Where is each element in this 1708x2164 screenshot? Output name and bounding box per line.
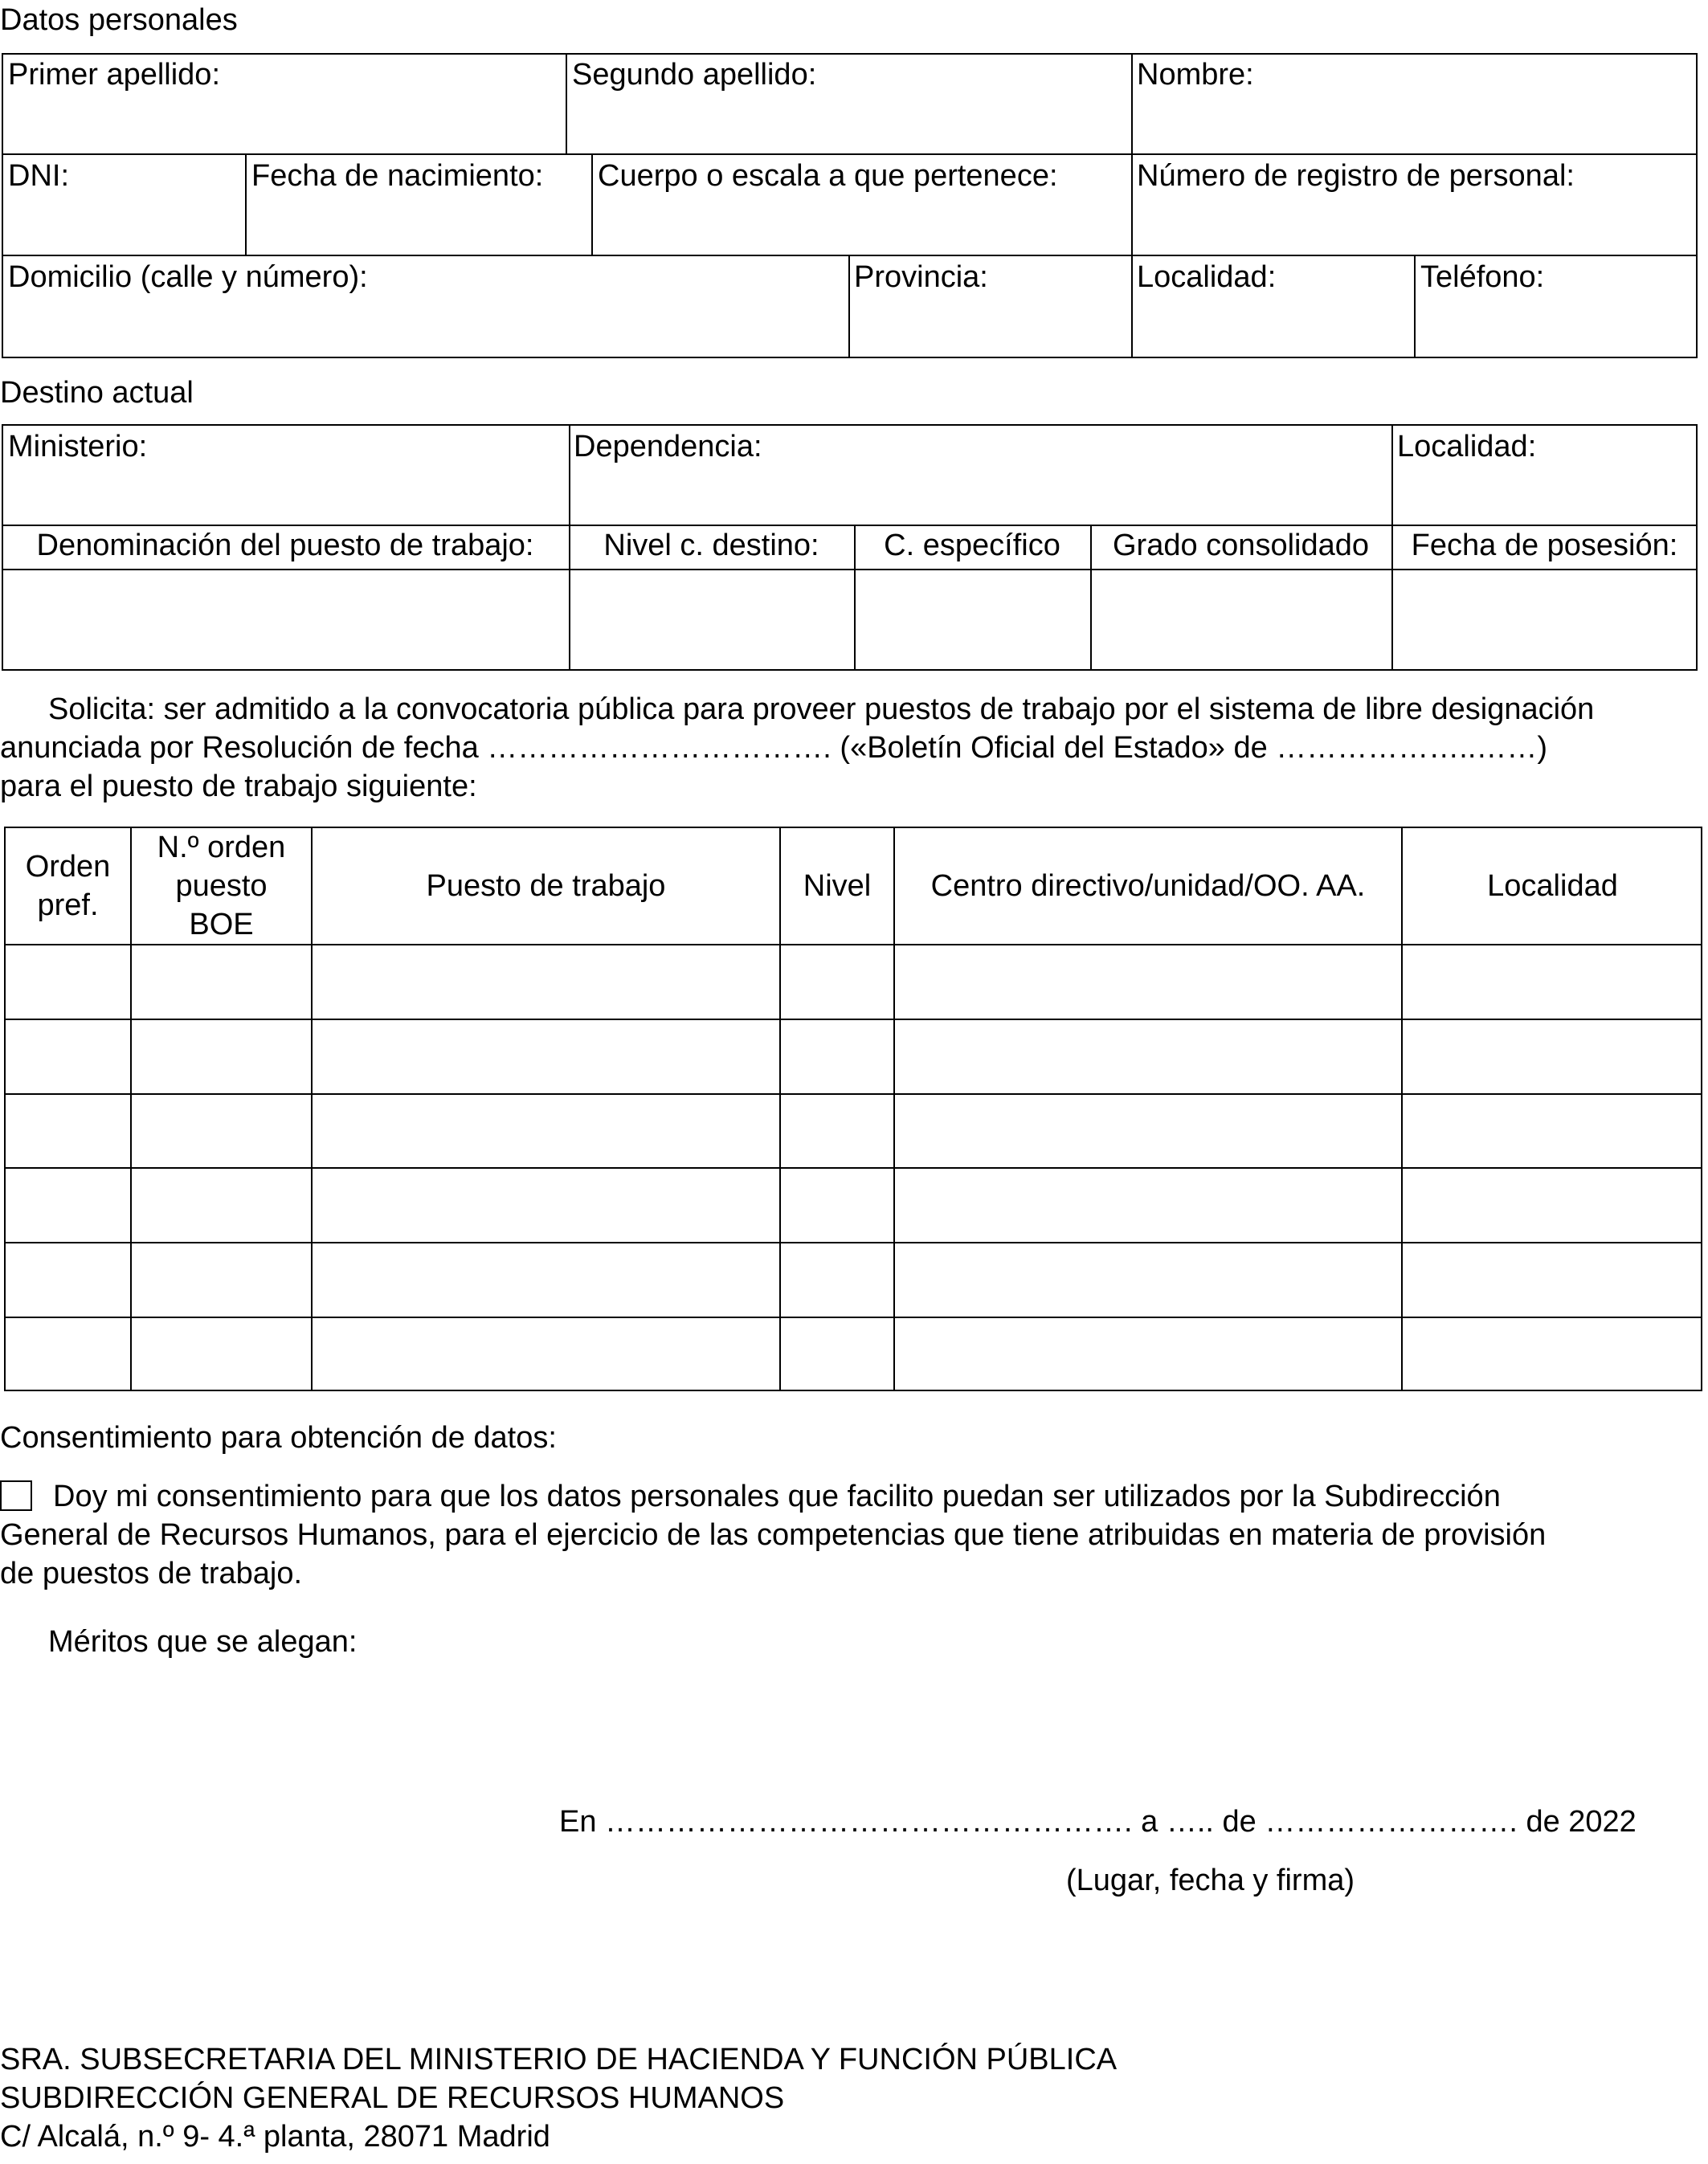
field-localidad[interactable]: Localidad: <box>1137 260 1277 294</box>
th-n-orden-boe: N.º orden puesto BOE <box>157 831 286 941</box>
header-nivel-destino: Nivel c. destino: <box>603 529 819 562</box>
input-fecha-posesion[interactable] <box>1393 570 1696 668</box>
input-grado[interactable] <box>1092 570 1390 668</box>
solicita-line-1: Solicita: ser admitido a la convocatoria pública para proveer puestos de trabajo por el sistema de libre designación <box>48 692 1595 726</box>
th-localidad: Localidad <box>1487 869 1618 903</box>
field-telefono[interactable]: Teléfono: <box>1420 260 1545 294</box>
section-title-personal: Datos personales <box>0 3 238 37</box>
address-line-2: SUBDIRECCIÓN GENERAL DE RECURSOS HUMANOS <box>0 2081 785 2115</box>
signature-line[interactable]: En ……………………………………………. a ….. de ……………………. de 2022 <box>559 1805 1636 1839</box>
th-orden-pref: Orden pref. <box>25 850 111 922</box>
solicita-line-3: para el puesto de trabajo siguiente: <box>0 770 477 803</box>
field-primer-apellido[interactable]: Primer apellido: <box>8 58 220 92</box>
table-row[interactable] <box>6 945 1701 1018</box>
th-puesto-trabajo: Puesto de trabajo <box>426 869 666 903</box>
solicita-line-2: anunciada por Resolución de fecha ……………………………. («Boletín Oficial del Estado» de ………………..……) <box>0 731 1548 765</box>
field-domicilio[interactable]: Domicilio (calle y número): <box>8 260 368 294</box>
consent-checkbox[interactable] <box>0 1480 32 1511</box>
consent-title: Consentimiento para obtención de datos: <box>0 1421 557 1455</box>
address-line-1: SRA. SUBSECRETARIA DEL MINISTERIO DE HACIENDA Y FUNCIÓN PÚBLICA <box>0 2043 1118 2076</box>
table-row[interactable] <box>6 1095 1701 1166</box>
consent-line-3: de puestos de trabajo. <box>0 1557 303 1590</box>
header-fecha-posesion: Fecha de posesión: <box>1411 529 1678 562</box>
field-cuerpo-escala[interactable]: Cuerpo o escala a que pertenece: <box>598 159 1058 193</box>
table-row[interactable] <box>6 1169 1701 1241</box>
input-nivel-destino[interactable] <box>570 570 852 668</box>
table-row[interactable] <box>6 1318 1701 1390</box>
field-segundo-apellido[interactable]: Segundo apellido: <box>572 58 817 92</box>
section-title-destino: Destino actual <box>0 376 194 410</box>
th-centro-directivo: Centro directivo/unidad/OO. AA. <box>930 869 1366 903</box>
th-nivel: Nivel <box>803 869 872 903</box>
field-fecha-nacimiento[interactable]: Fecha de nacimiento: <box>251 159 544 193</box>
header-especifico: C. específico <box>884 529 1060 562</box>
field-destino-localidad[interactable]: Localidad: <box>1397 430 1537 463</box>
meritos-label: Méritos que se alegan: <box>48 1625 358 1659</box>
input-especifico[interactable] <box>856 570 1089 668</box>
header-grado: Grado consolidado <box>1113 529 1369 562</box>
field-dni[interactable]: DNI: <box>8 159 69 193</box>
consent-line-1: Doy mi consentimiento para que los datos personales que facilito puedan ser utilizados por la Subdirección <box>53 1480 1501 1513</box>
input-denominacion[interactable] <box>3 570 567 668</box>
field-nombre[interactable]: Nombre: <box>1137 58 1254 92</box>
table-row[interactable] <box>6 1020 1701 1092</box>
consent-line-2: General de Recursos Humanos, para el ejercicio de las competencias que tiene atribuidas en materia de provisión <box>0 1518 1547 1552</box>
field-numero-registro[interactable]: Número de registro de personal: <box>1137 159 1575 193</box>
field-ministerio[interactable]: Ministerio: <box>8 430 148 463</box>
header-denominacion: Denominación del puesto de trabajo: <box>36 529 534 562</box>
table-row[interactable] <box>6 1243 1701 1316</box>
field-provincia[interactable]: Provincia: <box>854 260 988 294</box>
signature-caption: (Lugar, fecha y firma) <box>1066 1864 1355 1897</box>
field-dependencia[interactable]: Dependencia: <box>574 430 762 463</box>
address-line-3: C/ Alcalá, n.º 9- 4.ª planta, 28071 Madrid <box>0 2120 550 2154</box>
